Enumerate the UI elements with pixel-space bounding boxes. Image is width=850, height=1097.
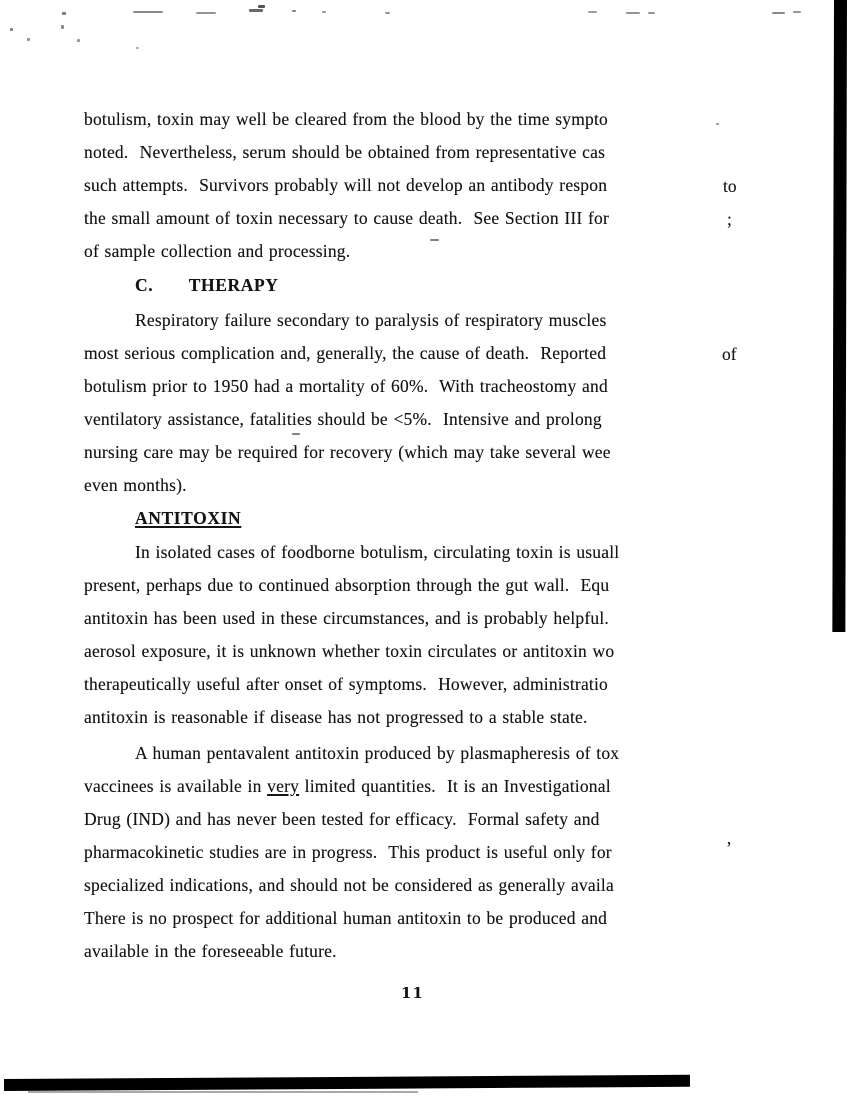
scan-noise-speck — [648, 12, 655, 14]
section-heading — [135, 507, 241, 529]
text-segment: vaccinees is available in — [84, 776, 268, 796]
scan-artifact-right-bar — [832, 0, 847, 632]
scan-noise-speck — [626, 12, 640, 14]
scan-noise-speck — [61, 25, 64, 29]
scan-noise-speck — [430, 239, 439, 241]
text-line: botulism, toxin may well be cleared from the blood by the time sympto — [84, 109, 608, 129]
scan-noise-speck — [196, 12, 216, 14]
section-heading: C. THERAPY — [135, 275, 279, 295]
text-line: A human pentavalent antitoxin produced by plasmapheresis of tox — [135, 743, 620, 763]
text-line: There is no prospect for additional human antitoxin to be produced and — [84, 908, 608, 928]
scan-noise-speck — [292, 10, 296, 12]
text-line: specialized indications, and should not be considered as generally availa — [84, 875, 614, 895]
scan-noise-speck — [772, 12, 785, 14]
text-line: ventilatory assistance, fatalities should be <5%. Intensive and prolong — [84, 409, 602, 429]
text-line: therapeutically useful after onset of symptoms. However, administratio — [84, 674, 609, 694]
scan-noise-speck — [588, 11, 597, 13]
scan-noise-speck — [62, 12, 66, 15]
scan-noise-speck — [292, 433, 300, 435]
scan-noise-speck — [27, 38, 30, 41]
scan-noise-speck — [136, 47, 139, 49]
text-line: present, perhaps due to continued absorption through the gut wall. Equ — [84, 575, 610, 595]
scan-noise-speck — [385, 12, 390, 14]
cut-off-text-fragment: ; — [727, 209, 732, 229]
text-line: pharmacokinetic studies are in progress. This product is useful only for — [84, 842, 612, 862]
text-line: even months). — [84, 475, 187, 495]
cut-off-text-fragment: of — [722, 344, 737, 364]
text-line: noted. Nevertheless, serum should be obtained from representative cas — [84, 142, 606, 162]
cut-off-text-fragment: to — [723, 176, 737, 196]
scan-artifact-bottom-bar — [4, 1075, 690, 1091]
scan-noise-speck — [793, 11, 801, 13]
text-line: available in the foreseeable future. — [84, 941, 337, 961]
text-line: antitoxin is reasonable if disease has not progressed to a stable state. — [84, 707, 588, 727]
text-line: In isolated cases of foodborne botulism, circulating toxin is usuall — [135, 542, 620, 562]
text-line: Drug (IND) and has never been tested for efficacy. Formal safety and — [84, 809, 600, 829]
text-line: botulism prior to 1950 had a mortality of 60%. With tracheostomy and — [84, 376, 608, 396]
scan-noise-speck — [322, 11, 326, 13]
underlined-text: very — [267, 776, 300, 796]
text-line: such attempts. Survivors probably will not develop an antibody respon — [84, 175, 608, 195]
text-line: most serious complication and, generally, the cause of death. Reported — [84, 343, 607, 363]
scan-noise-speck — [77, 39, 80, 42]
scan-noise-speck — [133, 11, 163, 13]
scan-noise-speck — [716, 123, 719, 125]
text-segment: limited quantities. It is an Investigational — [299, 776, 611, 796]
underlined-text: ANTITOXIN — [135, 508, 242, 528]
text-line — [84, 775, 611, 797]
page-number: 11 — [401, 984, 424, 1002]
text-line: aerosol exposure, it is unknown whether toxin circulates or antitoxin wo — [84, 641, 615, 661]
text-line: nursing care may be required for recovery (which may take several wee — [84, 442, 611, 462]
scan-artifact-smudge — [28, 1091, 418, 1093]
text-line: the small amount of toxin necessary to cause death. See Section III for — [84, 208, 610, 228]
text-line: of sample collection and processing. — [84, 241, 351, 261]
text-line: Respiratory failure secondary to paralysis of respiratory muscles — [135, 310, 607, 330]
scan-noise-speck — [249, 9, 263, 12]
scan-noise-speck — [10, 28, 13, 31]
text-line: antitoxin has been used in these circumstances, and is probably helpful. — [84, 608, 609, 628]
cut-off-text-fragment: ’ — [726, 838, 732, 858]
scan-noise-speck — [258, 5, 265, 8]
